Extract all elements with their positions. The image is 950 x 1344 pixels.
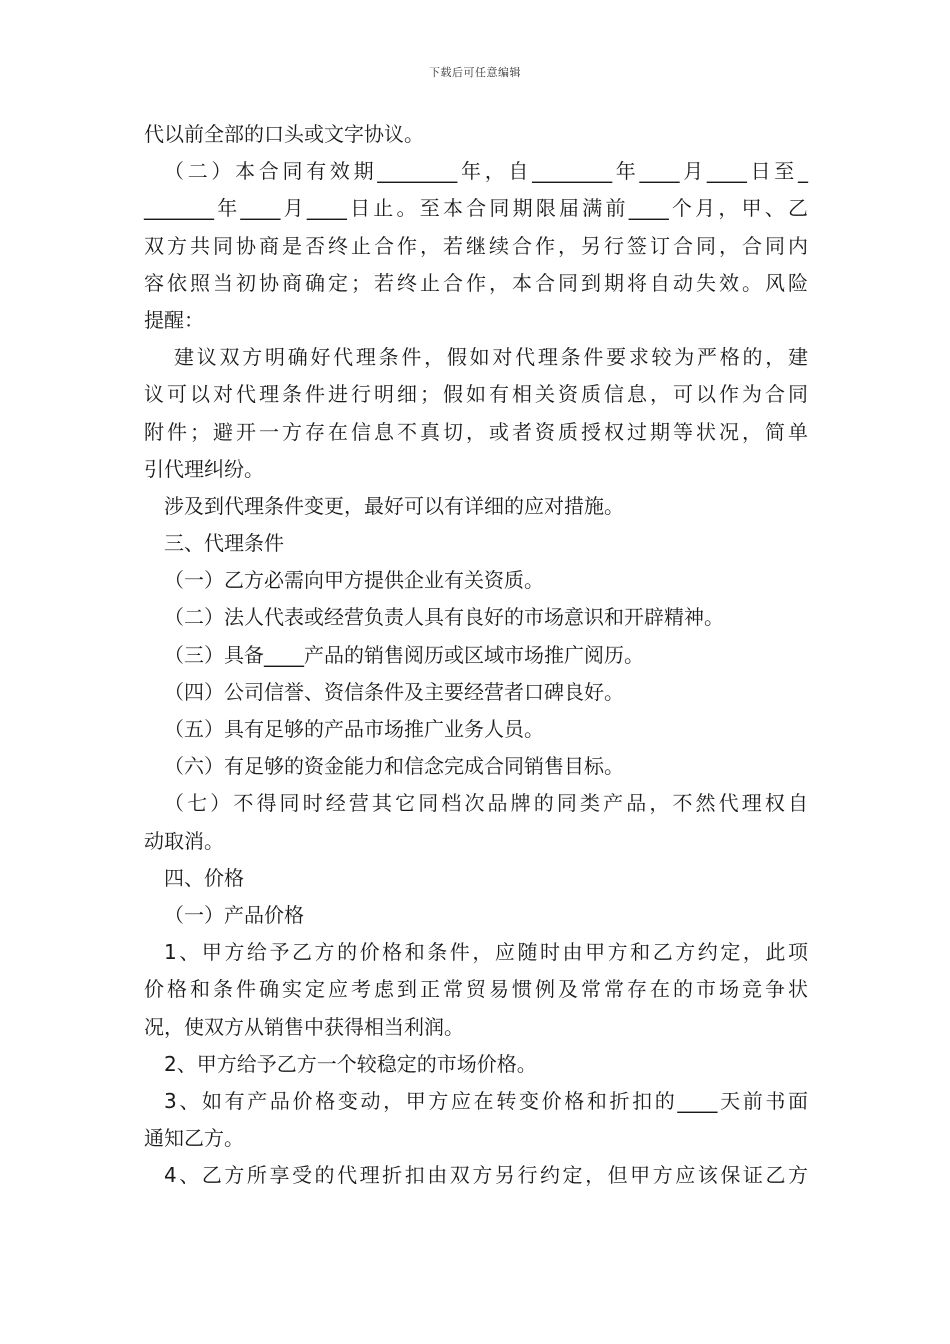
text-line: 提醒： (144, 307, 204, 332)
text-line: 引代理纠纷。 (144, 456, 264, 481)
text-line: 议可以对代理条件进行明细；假如有相关资质信息，可以作为合同 (144, 382, 808, 407)
text-line: 况，使双方从销售中获得相当利润。 (144, 1014, 464, 1039)
text-line: 代以前全部的口头或文字协议。 (144, 122, 424, 146)
text-line: 3、如有产品价格变动，甲方应在转变价格和折扣的____天前书面 (164, 1088, 808, 1113)
text-line: 价格和条件确实定应考虑到正常贸易惯例及常常存在的市场竞争状 (144, 977, 808, 1002)
text-line: （四）公司信誉、资信条件及主要经营者口碑良好。 (164, 679, 624, 704)
text-line: （五）具有足够的产品市场推广业务人员。 (164, 717, 544, 741)
section-heading: 三、代理条件 (164, 531, 284, 556)
text-line: 建议双方明确好代理条件，假如对代理条件要求较为严格的，建 (174, 345, 808, 370)
text-line: （三）具备____产品的销售阅历或区域市场推广阅历。 (164, 642, 644, 667)
text-line: _______年____月____日止。至本合同期限届满前____个月，甲、乙 (144, 196, 808, 221)
text-line: （一）乙方必需向甲方提供企业有关资质。 (164, 568, 544, 593)
text-line: （一）产品价格 (164, 902, 304, 927)
text-line: （六）有足够的资金能力和信念完成合同销售目标。 (164, 754, 624, 779)
text-line: 2、甲方给予乙方一个较稳定的市场价格。 (164, 1051, 537, 1076)
text-line: 附件；避开一方存在信息不真切，或者资质授权过期等状况，简单 (144, 419, 808, 444)
text-line: 容依照当初协商确定；若终止合作，本合同到期将自动失效。风险 (144, 270, 808, 295)
section-heading: 四、价格 (164, 865, 244, 890)
text-line: 通知乙方。 (144, 1126, 244, 1151)
document-body (144, 116, 808, 1194)
text-line: 1、甲方给予乙方的价格和条件，应随时由甲方和乙方约定，此项 (164, 940, 808, 965)
text-line: （二）本合同有效期________年，自________年____月____日至_ (164, 159, 808, 184)
text-line: 双方共同协商是否终止合作，若继续合作，另行签订合同，合同内 (144, 233, 808, 258)
text-line: 涉及到代理条件变更，最好可以有详细的应对措施。 (164, 493, 624, 518)
text-line: （二）法人代表或经营负责人具有良好的市场意识和开辟精神。 (164, 605, 724, 630)
text-line: 动取消。 (144, 828, 224, 853)
text-line: （七）不得同时经营其它同档次品牌的同类产品，不然代理权自 (164, 791, 808, 816)
page-header: 下载后可任意编辑 (429, 66, 521, 79)
text-line: 4、乙方所享受的代理折扣由双方另行约定，但甲方应该保证乙方 (164, 1163, 808, 1188)
